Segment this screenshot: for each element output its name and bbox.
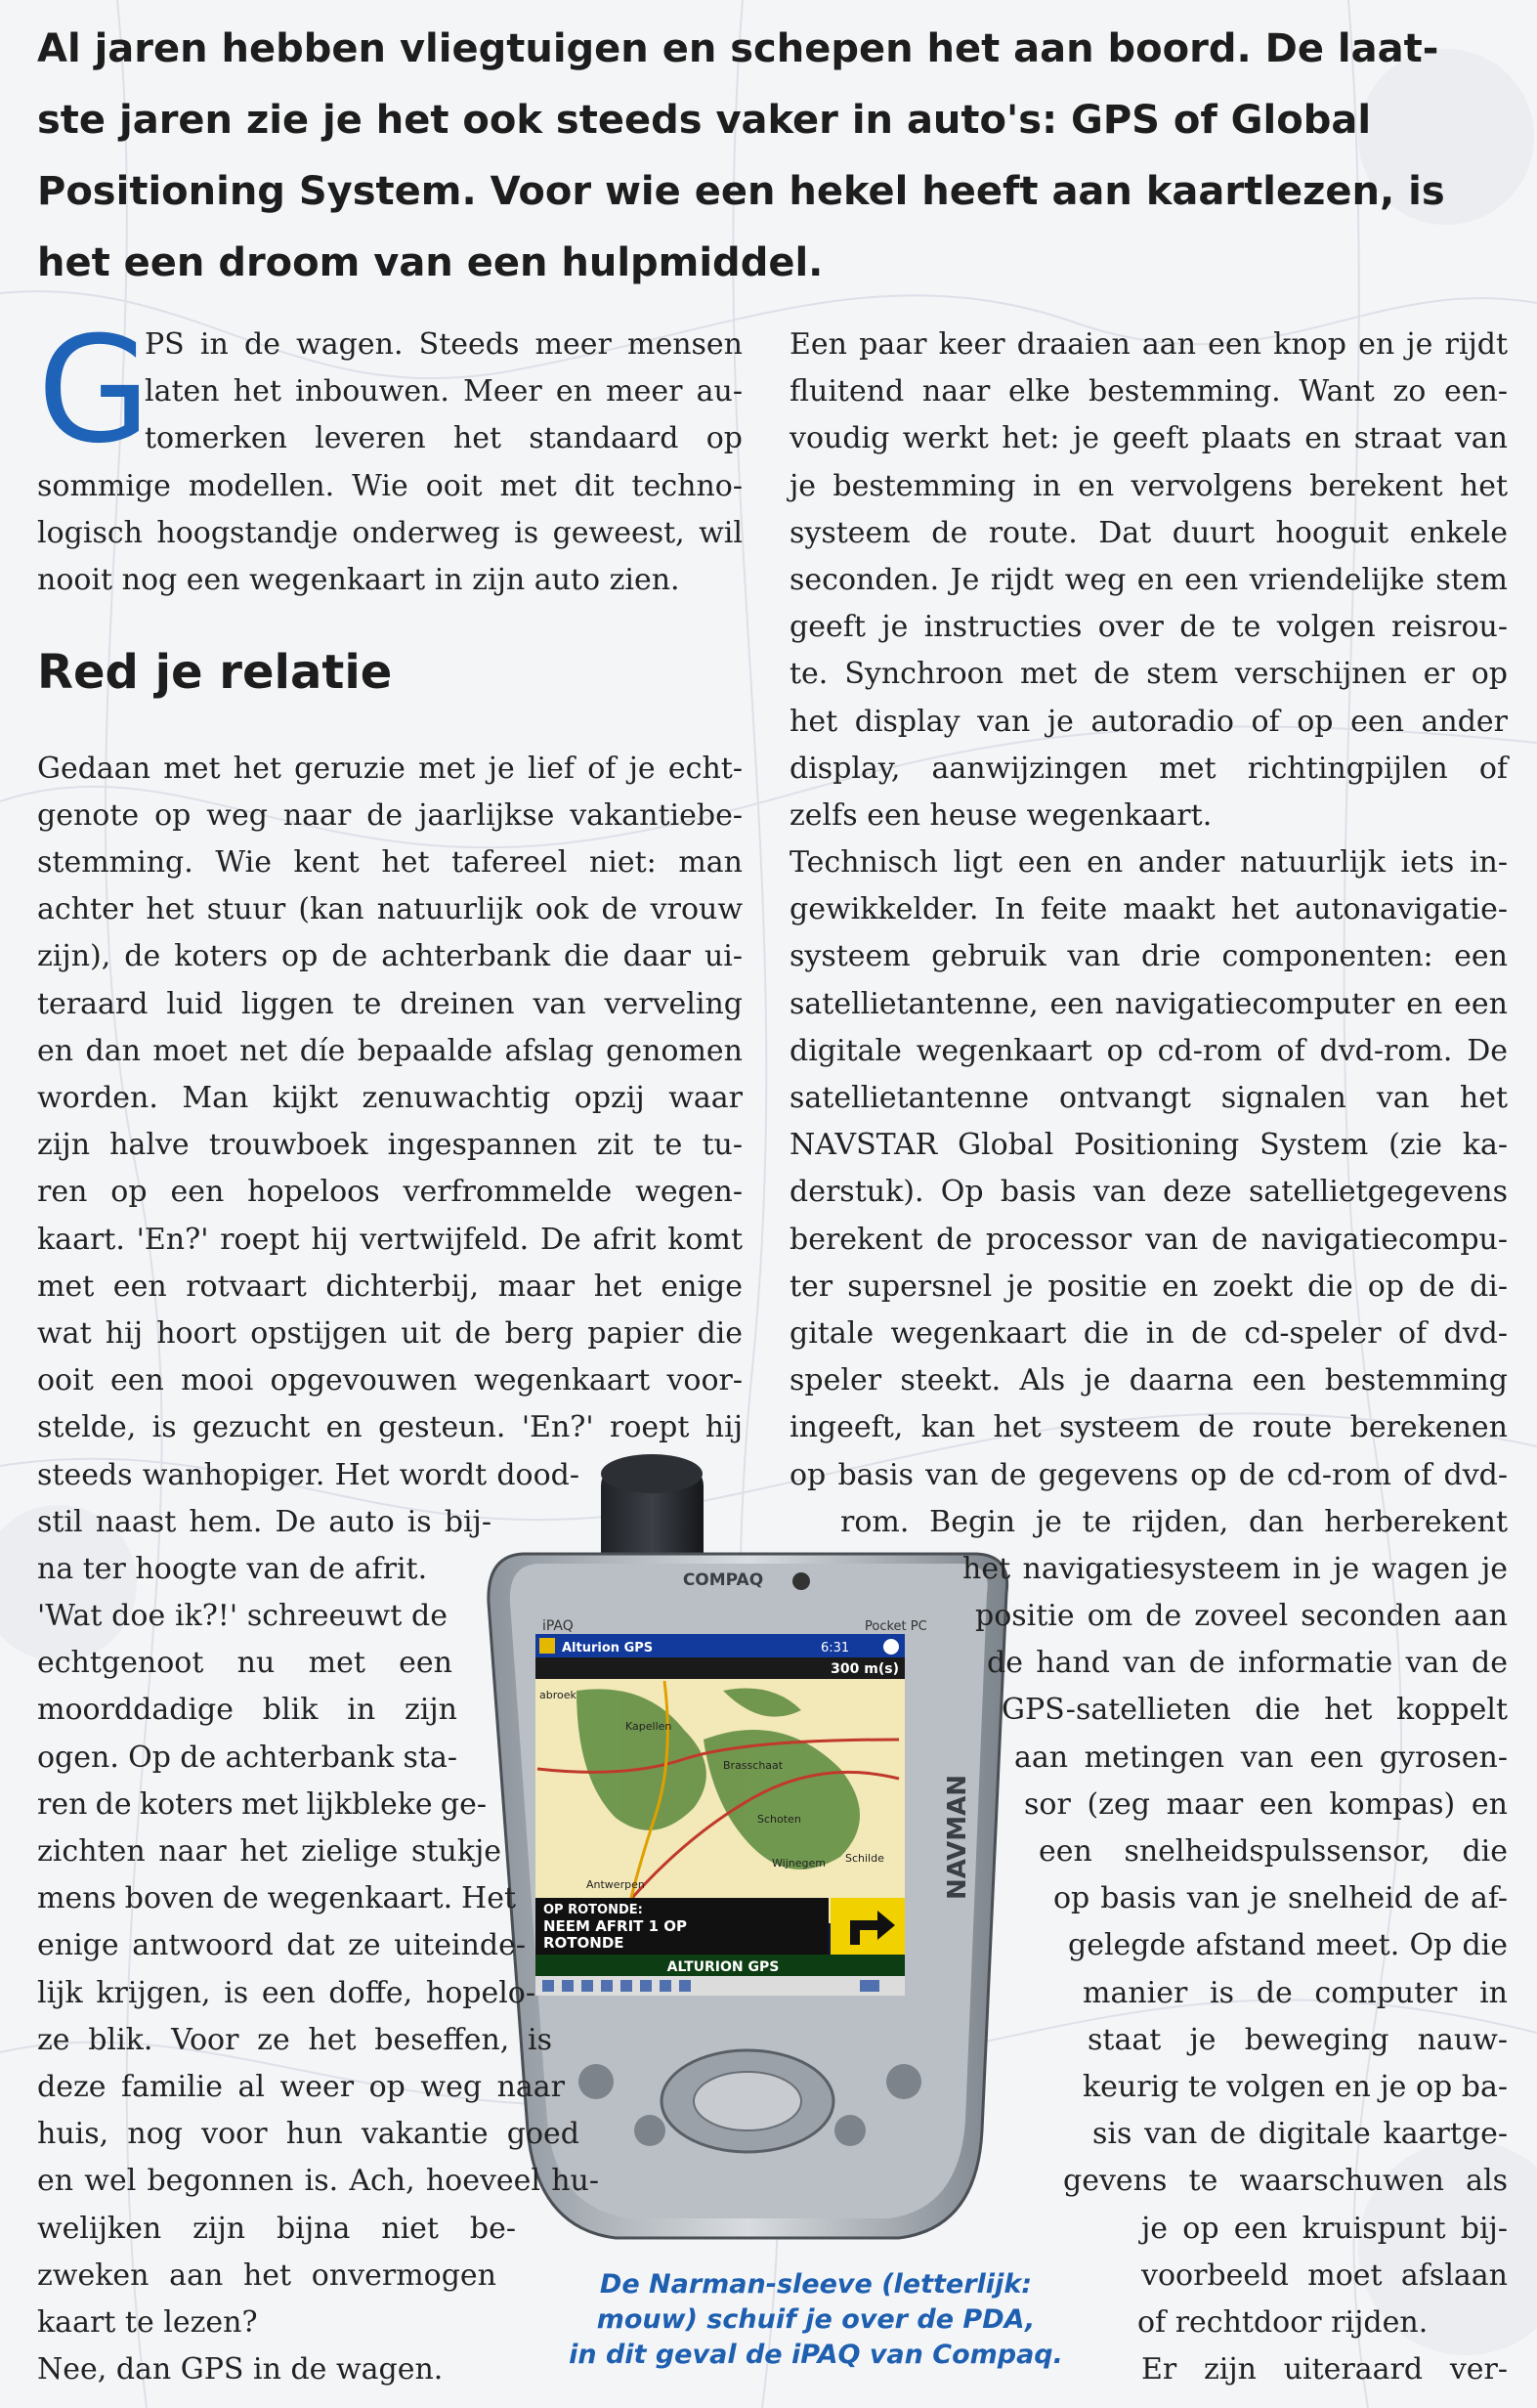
- text-line: het display van je autoradio of op een ander: [790, 704, 1508, 739]
- text-line: satellietantenne, een navigatiecomputer en een: [790, 986, 1508, 1021]
- text-line: gelegde afstand meet. Op die: [1068, 1928, 1508, 1963]
- caption-line: mouw) schuif je over de PDA,: [596, 2304, 1036, 2335]
- text-line: 'Wat doe ik?!' schreeuwt de: [37, 1599, 448, 1634]
- map-label: Brasschaat: [723, 1759, 784, 1772]
- lead-line: het een droom van een hulpmiddel.: [37, 240, 824, 285]
- text-line: steeds wanhopiger. Het wordt dood-: [37, 1457, 579, 1492]
- text-line: de hand van de informatie van de: [987, 1646, 1508, 1681]
- text-line: kaart. 'En?' roept hij vertwijfeld. De afrit komt: [37, 1222, 743, 1257]
- text-line: deze familie al weer op weg naar: [37, 2069, 565, 2104]
- text-line: zweken aan het onvermogen: [37, 2258, 496, 2293]
- map-label: abroek: [539, 1689, 576, 1701]
- text-line: digitale wegenkaart op cd-rom of dvd-rom. De: [790, 1033, 1508, 1068]
- text-line: GPS-satellieten die het koppelt: [1002, 1693, 1508, 1728]
- map-label: Antwerpen: [586, 1878, 645, 1891]
- text-line: tomerken leveren het standaard op: [145, 421, 743, 456]
- text-line: een snelheidspulssensor, die: [1039, 1834, 1508, 1869]
- device-model: iPAQ: [542, 1618, 574, 1634]
- right-column: [790, 322, 1508, 2393]
- text-line: sor (zeg maar een kompas) en: [1024, 1786, 1508, 1822]
- text-line: lijk krijgen, is een doffe, hopelo-: [37, 1975, 535, 2010]
- text-line: seconden. Je rijdt weg en een vriendelijke stem: [790, 562, 1508, 597]
- text-line: logisch hoogstandje onderweg is geweest, wil: [37, 515, 743, 550]
- text-line: zelfs een heuse wegenkaart.: [790, 797, 1213, 833]
- text-line: te. Synchroon met de stem verschijnen er op: [790, 657, 1508, 692]
- text-line: welijken zijn bijna niet be-: [37, 2211, 516, 2246]
- device-os: Pocket PC: [865, 1619, 927, 1634]
- left-column: [37, 306, 743, 2393]
- map-label: Kapellen: [625, 1720, 672, 1733]
- app-title: Alturion GPS: [562, 1641, 654, 1656]
- text-line: ogen. Op de achterbank sta-: [37, 1740, 457, 1775]
- text-line: derstuk). Op basis van deze satellietgegevens: [790, 1175, 1508, 1210]
- photo-caption: [542, 2267, 1089, 2373]
- text-line: voorbeeld moet afslaan: [1141, 2258, 1508, 2293]
- text-line: Gedaan met het geruzie met je lief of je echt-: [37, 751, 743, 786]
- text-line: ren de koters met lijkbleke ge-: [37, 1786, 487, 1822]
- text-line: Een paar keer draaien aan een knop en je rijdt: [790, 327, 1508, 362]
- text-line: geeft je instructies over de te volgen reisrou-: [790, 610, 1508, 645]
- text-line: gitale wegenkaart die in de cd-speler of dvd-: [790, 1315, 1508, 1351]
- distance-readout: 300 m(s): [831, 1661, 899, 1677]
- text-line: enige antwoord dat ze uiteinde-: [37, 1928, 526, 1963]
- text-line: kaart te lezen?: [37, 2304, 258, 2340]
- text-line: fluitend naar elke bestemming. Want zo een-: [790, 374, 1508, 409]
- text-line: Nee, dan GPS in de wagen.: [37, 2352, 444, 2387]
- text-line: Technisch ligt een en ander natuurlijk iets in-: [790, 845, 1508, 881]
- text-line: satellietantenne ontvangt signalen van het: [790, 1081, 1508, 1115]
- text-line: positie om de zoveel seconden aan: [975, 1599, 1508, 1634]
- instruction-label: OP ROTONDE:: [543, 1903, 643, 1917]
- text-line: display, aanwijzingen met richtingpijlen of: [790, 751, 1508, 786]
- instruction-line: ROTONDE: [543, 1934, 624, 1952]
- text-line: sis van de digitale kaartge-: [1092, 2117, 1508, 2152]
- text-line: ooit een mooi opgevouwen wegenkaart voor-: [37, 1363, 743, 1398]
- text-line: moorddadige blik in zijn: [37, 1693, 457, 1728]
- text-line: systeem gebruik van drie componenten: een: [790, 939, 1508, 974]
- drop-cap: G: [37, 306, 151, 476]
- text-line: zijn), de koters op de achterbank die daar ui-: [37, 939, 743, 974]
- text-line: en dan moet net díe bepaalde afslag genomen: [37, 1033, 743, 1068]
- text-line: op basis van je snelheid de af-: [1053, 1881, 1508, 1916]
- lead-line: ste jaren zie je het ook steeds vaker in auto's: GPS of Global: [37, 98, 1372, 143]
- side-brand: NAVMAN: [943, 1775, 972, 1900]
- text-line: ter supersnel je positie en zoekt die op de di-: [790, 1268, 1508, 1304]
- text-line: staat je beweging nauw-: [1088, 2022, 1508, 2057]
- text-line: mens boven de wegenkaart. Het: [37, 1881, 516, 1916]
- device-brand: COMPAQ: [682, 1570, 764, 1590]
- text-line: zijn halve trouwboek ingespannen zit te tu-: [37, 1128, 743, 1163]
- text-line: systeem de route. Dat duurt hooguit enkele: [790, 515, 1508, 550]
- text-line: Er zijn uiteraard ver-: [1141, 2352, 1508, 2387]
- text-line: stil naast hem. De auto is bij-: [37, 1504, 491, 1539]
- lead-line: Positioning System. Voor wie een hekel heeft aan kaartlezen, is: [37, 169, 1445, 214]
- text-line: echtgenoot nu met een: [37, 1646, 452, 1681]
- map-label: Schoten: [757, 1813, 801, 1826]
- map-label: Schilde: [845, 1852, 884, 1865]
- text-line: zichten naar het zielige stukje: [37, 1834, 501, 1869]
- map-label: Wijnegem: [772, 1857, 826, 1870]
- text-line: wat hij hoort opstijgen uit de berg papier die: [37, 1315, 743, 1351]
- text-line: na ter hoogte van de afrit.: [37, 1551, 428, 1586]
- text-line: je bestemming in en vervolgens berekent het: [790, 468, 1508, 503]
- text-line: NAVSTAR Global Positioning System (zie ka-: [790, 1128, 1508, 1163]
- text-line: stelde, is gezucht en gesteun. 'En?' roept hij: [37, 1410, 743, 1445]
- text-line: je op een kruispunt bij-: [1141, 2211, 1508, 2246]
- text-line: genote op weg naar de jaarlijkse vakantiebe-: [37, 797, 743, 833]
- instruction-line: NEEM AFRIT 1 OP: [543, 1917, 688, 1935]
- text-line: stemming. Wie kent het tafereel niet: man: [37, 845, 743, 881]
- text-line: gevens te waarschuwen als: [1063, 2164, 1508, 2199]
- lead-line: Al jaren hebben vliegtuigen en schepen het aan boord. De laat-: [37, 26, 1439, 71]
- section-heading: Red je relatie: [37, 645, 393, 700]
- lead-paragraph: [37, 14, 1503, 299]
- text-line: op basis van de gegevens op de cd-rom of dvd-: [790, 1457, 1508, 1492]
- text-line: met een rotvaart dichterbij, maar het enige: [37, 1268, 743, 1304]
- text-line: ze blik. Voor ze het beseffen, is: [37, 2022, 552, 2057]
- text-line: achter het stuur (kan natuurlijk ook de vrouw: [37, 892, 743, 927]
- text-line: worden. Man kijkt zenuwachtig opzij waar: [37, 1081, 743, 1115]
- text-line: laten het inbouwen. Meer en meer au-: [145, 374, 743, 409]
- text-line: ren op een hopeloos verfrommelde wegen-: [37, 1175, 743, 1210]
- text-line: gewikkelder. In feite maakt het autonavigatie-: [790, 892, 1508, 927]
- caption-line: De Narman-sleeve (letterlijk:: [599, 2269, 1033, 2300]
- text-line: PS in de wagen. Steeds meer mensen: [145, 327, 743, 362]
- text-line: of rechtdoor rijden.: [1137, 2304, 1429, 2340]
- text-line: en wel begonnen is. Ach, hoeveel hu-: [37, 2164, 599, 2199]
- text-line: teraard luid liggen te dreinen van verveling: [37, 986, 743, 1021]
- clock: 6:31: [821, 1641, 850, 1656]
- caption-line: in dit geval de iPAQ van Compaq.: [569, 2340, 1063, 2370]
- text-line: huis, nog voor hun vakantie goed: [37, 2117, 579, 2152]
- app-footer: ALTURION GPS: [666, 1959, 780, 1975]
- text-line: nooit nog een wegenkaart in zijn auto zien.: [37, 562, 680, 597]
- text-line: ingeeft, kan het systeem de route berekenen: [790, 1410, 1508, 1445]
- text-line: manier is de computer in: [1083, 1975, 1508, 2010]
- text-line: berekent de processor van de navigatiecompu-: [790, 1222, 1508, 1257]
- text-line: voudig werkt het: je geeft plaats en straat van: [790, 421, 1508, 456]
- text-line: aan metingen van een gyrosen-: [1014, 1740, 1508, 1775]
- text-line: het navigatiesysteem in je wagen je: [962, 1551, 1508, 1586]
- text-line: sommige modellen. Wie ooit met dit techno-: [37, 468, 743, 503]
- text-line: speler steekt. Als je daarna een bestemming: [790, 1363, 1508, 1398]
- text-line: keurig te volgen en je op ba-: [1083, 2069, 1508, 2104]
- text-line: rom. Begin je te rijden, dan herberekent: [840, 1504, 1508, 1539]
